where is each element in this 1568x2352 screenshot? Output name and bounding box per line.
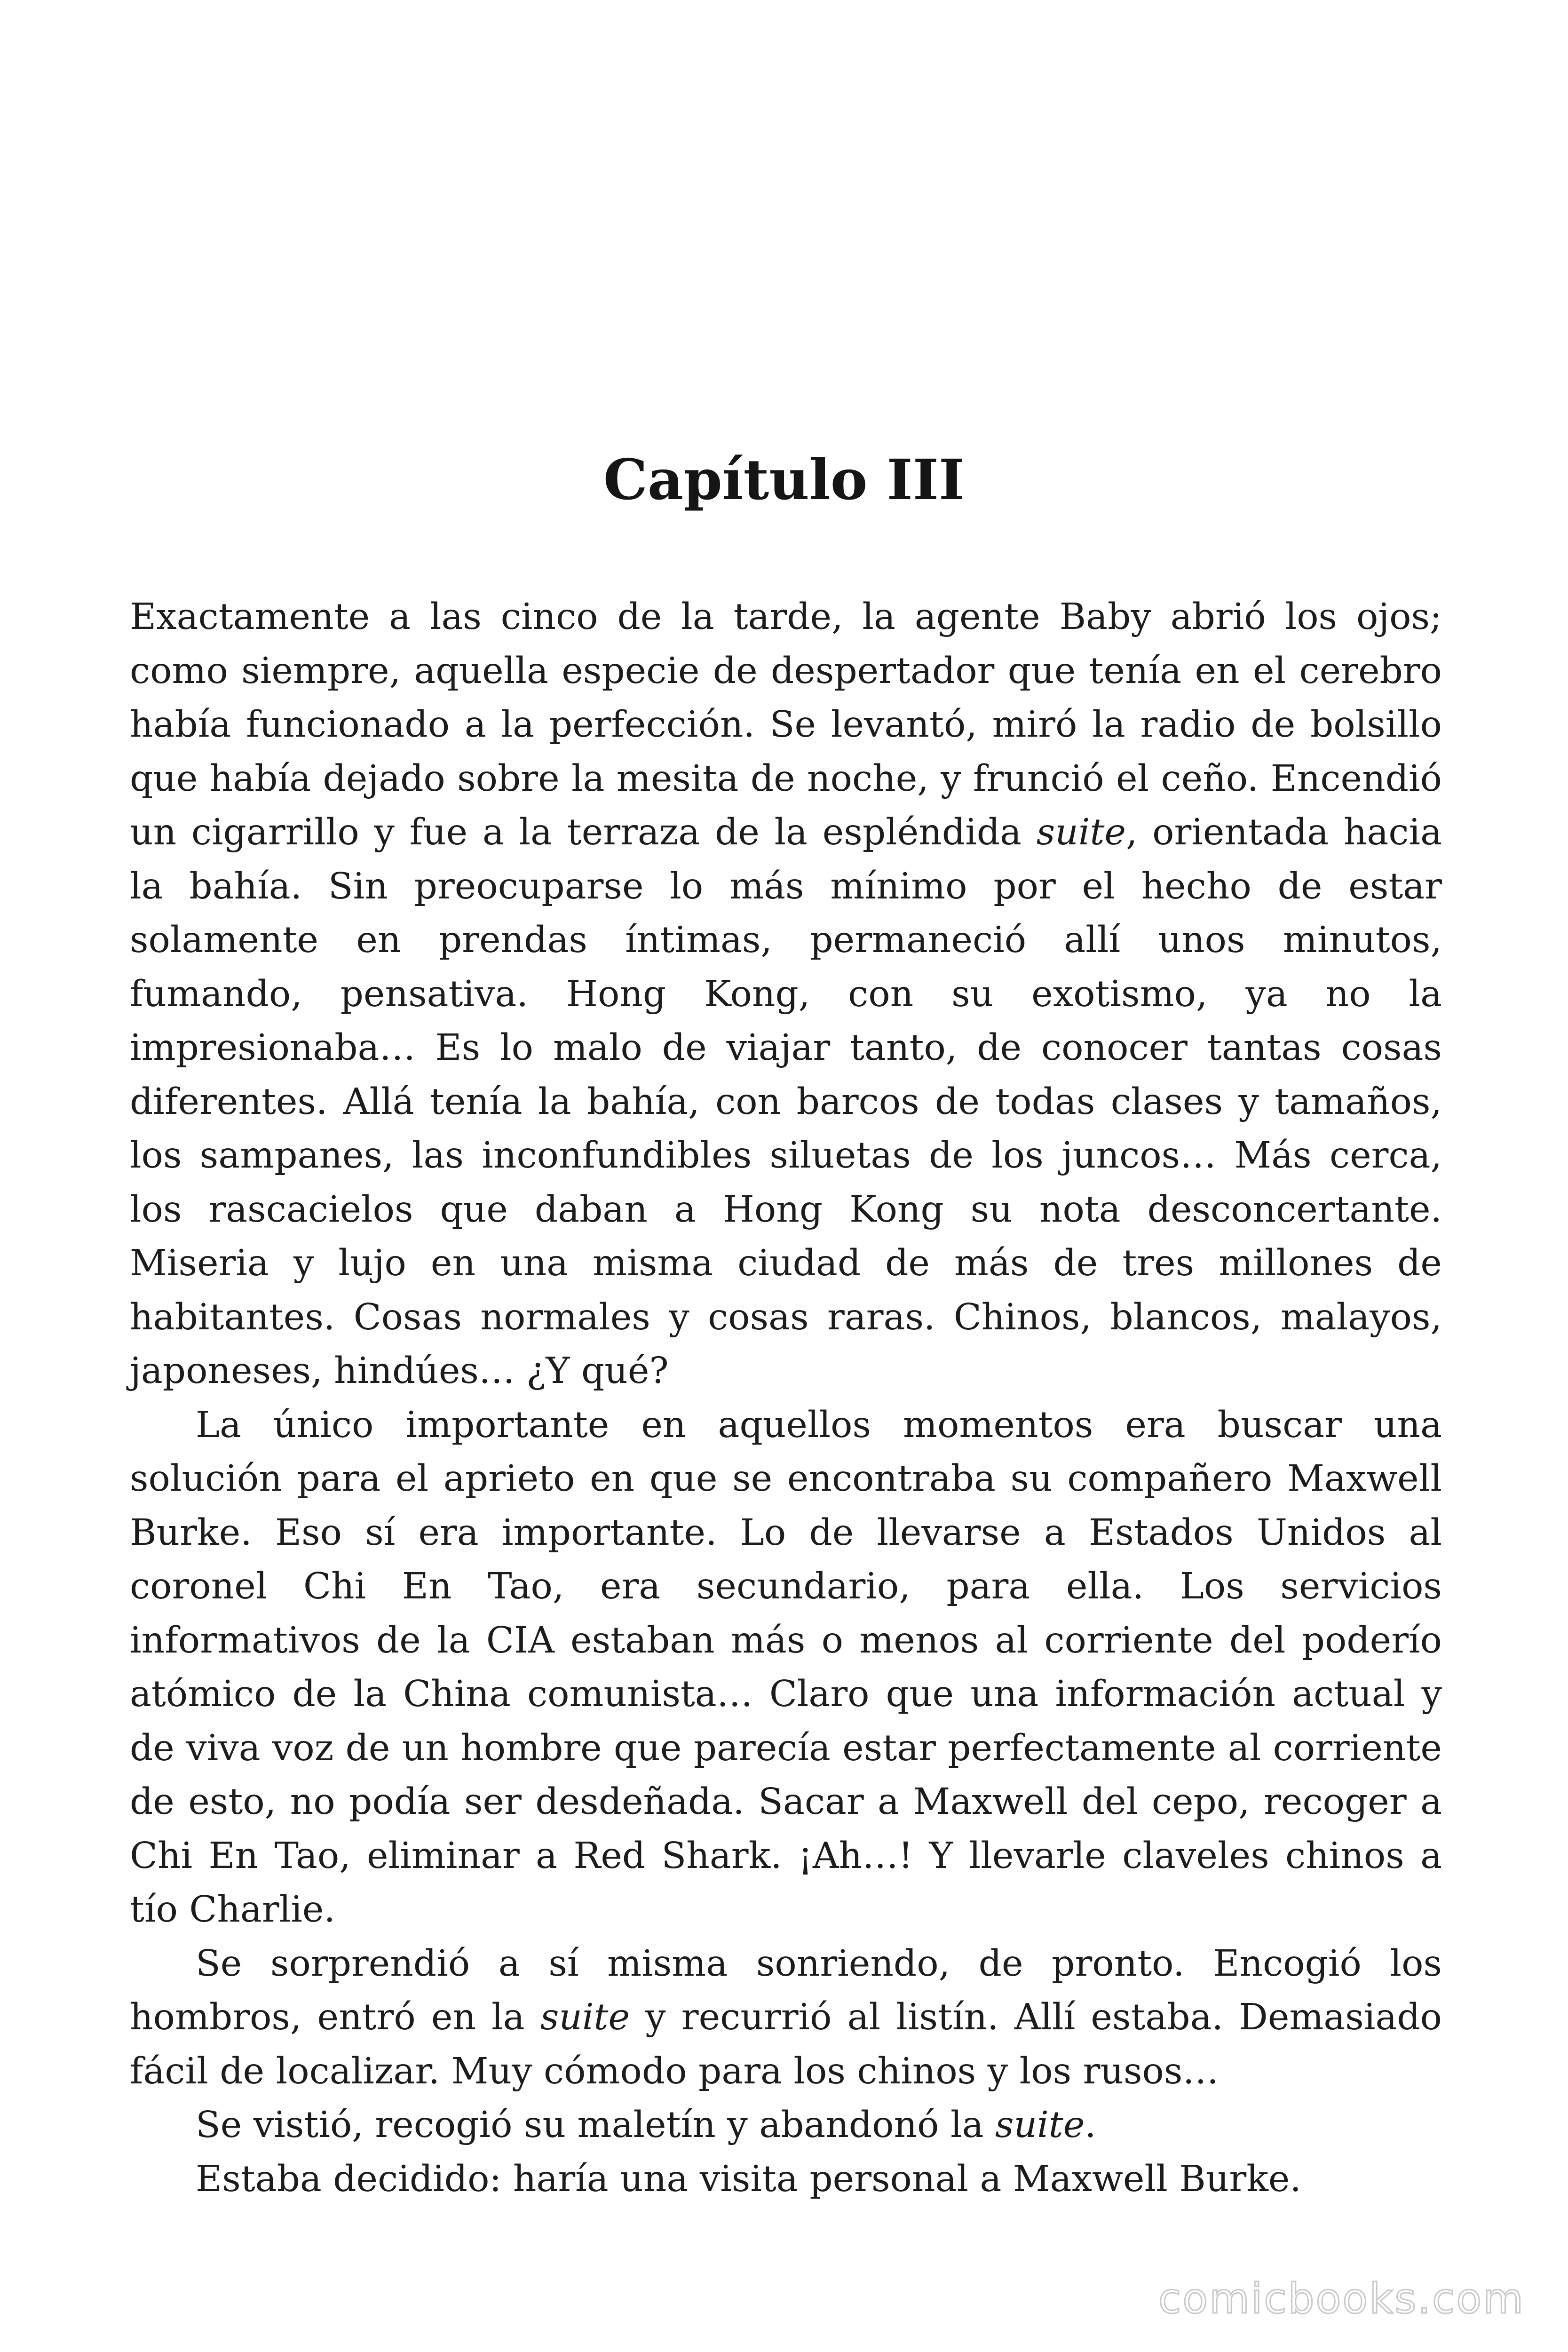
paragraph [130, 590, 1442, 1398]
paragraph-text: La único importante en aquellos momentos era buscar una solución para el aprieto en que se encontraba su compañero Maxwell Burke. Eso sí era importante. Lo de llevarse a Estados Unidos al coronel Chi En Tao, era secundario, para ella. Los servicios informativos de la CIA estaban más o menos al corriente del poderío atómico de la China comunista… Claro que una información actual y de viva voz de un hombre que parecía estar perfectamente al corriente de esto, no podía ser desdeñada. Sacar a Maxwell del cepo, recoger a Chi En Tao, eliminar a Red Shark. ¡Ah…! Y llevarle claveles chinos a tío Charlie. [130, 1404, 1442, 1931]
italic-word: suite [995, 2104, 1085, 2146]
paragraph [130, 1937, 1442, 2099]
paragraph-text: Se vistió, recogió su maletín y abandonó la [196, 2104, 996, 2146]
italic-word: suite [1036, 811, 1126, 853]
paragraph-text: y recurrió al listín. Allí estaba. Demasiado fácil de localizar. Muy cómodo para los chinos y los rusos… [130, 1996, 1442, 2092]
paragraph [130, 1398, 1442, 1937]
paragraph [130, 2153, 1442, 2207]
paragraph-text: . [1085, 2104, 1096, 2146]
watermark-text: comicbooks.com [1158, 2274, 1525, 2323]
paragraph-text: Estaba decidido: haría una visita personal a Maxwell Burke. [196, 2158, 1301, 2200]
italic-word: suite [540, 1996, 630, 2038]
paragraph [130, 2098, 1442, 2153]
paragraph-text: Se sorprendió a sí misma sonriendo, de pronto. Encogió los hombros, entró en la [130, 1942, 1442, 2038]
paragraph-text: , orientada hacia la bahía. Sin preocuparse lo más mínimo por el hecho de estar solamente en prendas íntimas, permaneció allí unos minutos, fumando, pensativa. Hong Kong, con su exotismo, ya no la impresionaba… Es lo malo de viajar tanto, de conocer tantas cosas diferentes. Allá tenía la bahía, con barcos de todas clases y tamaños, los sampanes, las inconfundibles siluetas de los juncos… Más cerca, los rascacielos que daban a Hong Kong su nota desconcertante. Miseria y lujo en una misma ciudad de más de tres millones de habitantes. Cosas normales y cosas raras. Chinos, blancos, malayos, japoneses, hindúes… ¿Y qué? [130, 811, 1442, 1392]
chapter-body [130, 590, 1442, 2206]
paragraph-text: Exactamente a las cinco de la tarde, la agente Baby abrió los ojos; como siempre, aquella especie de despertador que tenía en el cerebro había funcionado a la perfección. Se levantó, miró la radio de bolsillo que había dejado sobre la mesita de noche, y frunció el ceño. Encendió un cigarrillo y fue a la terraza de la espléndida [130, 596, 1442, 853]
chapter-title: Capítulo III [603, 447, 965, 512]
